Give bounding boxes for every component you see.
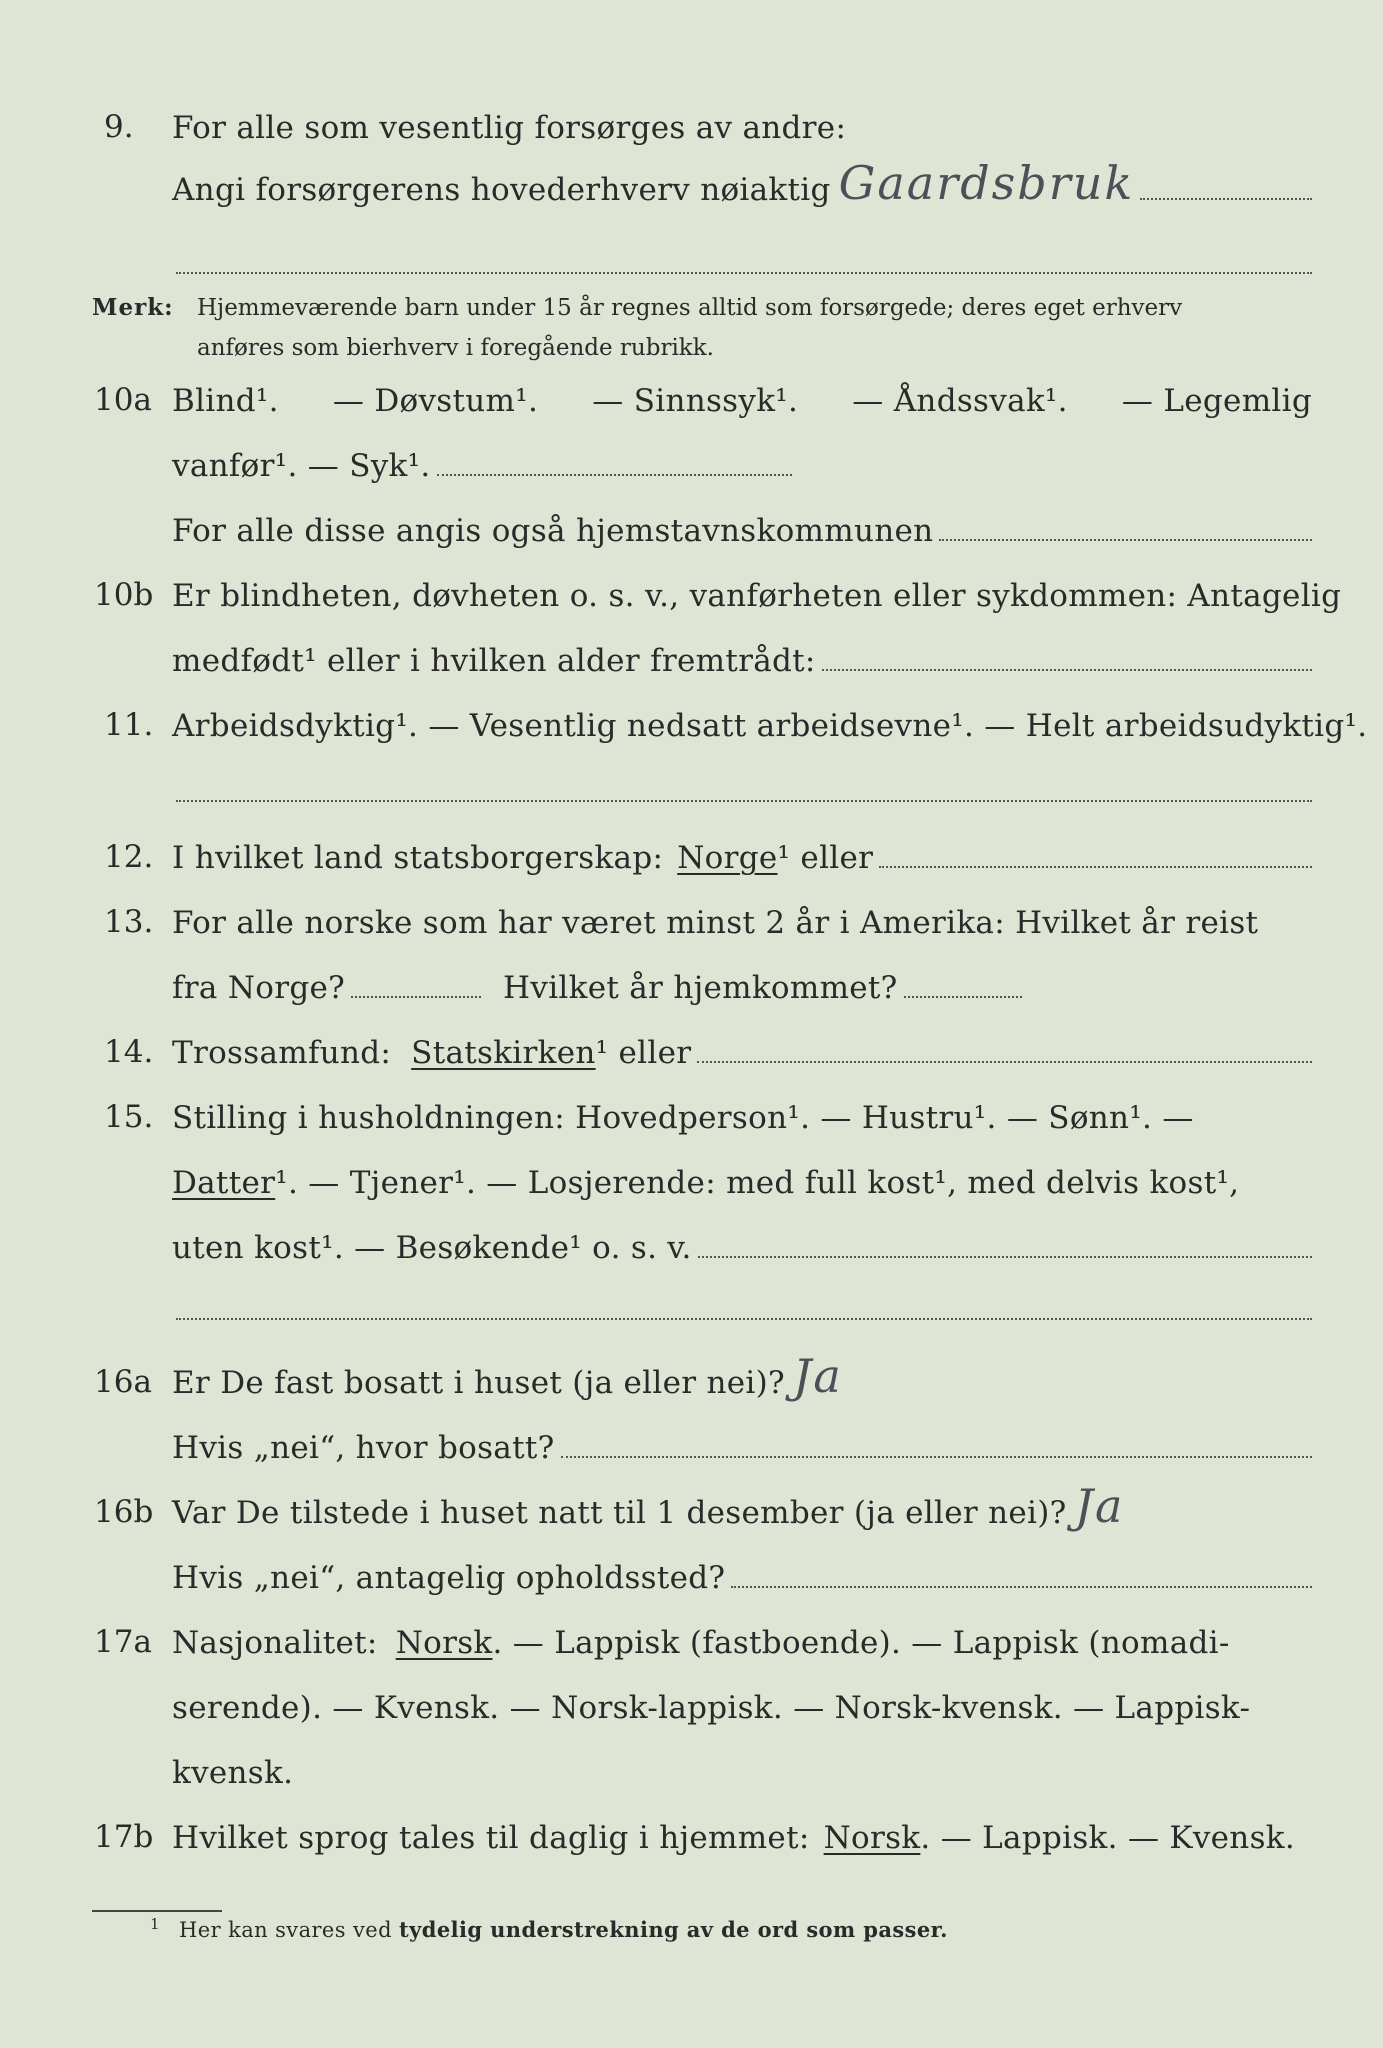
q12-norge-underlined: Norge	[677, 840, 778, 876]
q9-number: 9.	[104, 109, 134, 145]
q13-fill-line-a	[351, 996, 481, 998]
q17b-line1	[172, 1810, 1312, 1854]
q17a-norsk-underlined: Norsk	[395, 1625, 493, 1661]
q16b-text2: Hvis „nei“, antagelig opholdssted?	[172, 1560, 726, 1596]
q13-text2b: Hvilket år hjemkommet?	[503, 970, 898, 1006]
q16b-fill-line	[731, 1586, 1312, 1588]
q10a-fill-line3	[939, 539, 1312, 541]
q10a-andssvak: — Åndssvak¹.	[852, 383, 1068, 419]
q9-line1	[172, 100, 1312, 144]
q11-separator	[176, 800, 1312, 802]
q9-line2	[172, 156, 1312, 210]
q10a-line2	[172, 438, 792, 482]
q12-number: 12.	[104, 839, 154, 875]
q12-fill-line	[879, 866, 1312, 868]
q17a-line3	[172, 1745, 1312, 1789]
q14-statskirken-underlined: Statskirken	[411, 1035, 596, 1071]
merk-text1: Hjemmeværende barn under 15 år regnes alltid som forsørgede; deres eget erhverv	[197, 295, 1183, 321]
q17a-line1	[172, 1615, 1312, 1659]
q15-text2: ¹. — Tjener¹. — Losjerende: med full kost¹, med delvis kost¹,	[275, 1165, 1240, 1201]
q11-text1: Arbeidsdyktig¹. — Vesentlig nedsatt arbeidsevne¹. — Helt arbeidsudyktig¹.	[172, 708, 1368, 744]
q12-text-pre: I hvilket land statsborgerskap:	[172, 840, 664, 876]
q16a-text2: Hvis „nei“, hvor bosatt?	[172, 1430, 555, 1466]
q13-line1	[172, 895, 1312, 939]
footnote	[150, 1915, 948, 1942]
q14-text-post: ¹ eller	[595, 1035, 692, 1071]
merk-note	[92, 288, 1322, 368]
q9-handwritten-answer: Gaardsbruk	[838, 156, 1135, 210]
q10a-line3	[172, 503, 1312, 547]
q15-line3	[172, 1220, 1312, 1264]
q9-fill-line	[1140, 198, 1312, 200]
q10b-line2	[172, 633, 1312, 677]
q13-line2	[172, 960, 1022, 1004]
q16b-handwritten-answer: Ja	[1074, 1479, 1125, 1533]
q10a-line1	[172, 373, 1312, 417]
q17b-text-post: . — Lappisk. — Kvensk.	[920, 1820, 1296, 1856]
q17b-text-pre: Hvilket sprog tales til daglig i hjemmet:	[172, 1820, 810, 1856]
merk-label: Merk:	[92, 294, 174, 321]
q13-text2a: fra Norge?	[172, 970, 346, 1006]
footnote-text: Her kan svares ved	[179, 1918, 392, 1942]
q11-number: 11.	[104, 707, 154, 743]
q10b-number: 10b	[94, 577, 154, 613]
q10a-dovstum: — Døvstum¹.	[332, 383, 539, 419]
q14-number: 14.	[104, 1034, 154, 1070]
q9-text1: For alle som vesentlig forsørges av andre:	[172, 110, 847, 146]
q10b-text2: medfødt¹ eller i hvilken alder fremtrådt:	[172, 643, 816, 679]
q16a-fill-line	[561, 1456, 1312, 1458]
q16b-line1	[172, 1479, 1312, 1533]
q14-text-pre: Trossamfund:	[172, 1035, 392, 1071]
q15-text1: Stilling i husholdningen: Hovedperson¹. — Hustru¹. — Sønn¹. —	[172, 1100, 1194, 1136]
q17a-text2: serende). — Kvensk. — Norsk-lappisk. — Norsk-kvensk. — Lappisk-	[172, 1690, 1251, 1726]
q9-text2: Angi forsørgerens hovederhverv nøiaktig	[172, 172, 831, 208]
q10b-text1: Er blindheten, døvheten o. s. v., vanførheten eller sykdommen: Antagelig	[172, 578, 1342, 614]
footnote-bold-text: tydelig understrekning av de ord som passer.	[399, 1917, 948, 1942]
q11-line1	[172, 698, 1368, 744]
q16a-line2	[172, 1420, 1312, 1464]
q14-fill-line	[697, 1061, 1312, 1063]
footnote-mark: 1	[150, 1915, 160, 1933]
q10a-text3: For alle disse angis også hjemstavnskommunen	[172, 513, 934, 549]
q16a-text1: Er De fast bosatt i huset (ja eller nei)?	[172, 1365, 785, 1401]
q13-number: 13.	[104, 904, 154, 940]
q16a-line1	[172, 1349, 1312, 1403]
q17b-number: 17b	[94, 1819, 154, 1855]
q12-text-post: ¹ eller	[777, 840, 874, 876]
q17a-number: 17a	[94, 1624, 152, 1660]
q13-text1: For alle norske som har været minst 2 år i Amerika: Hvilket år reist	[172, 905, 1259, 941]
q12-line1	[172, 830, 1312, 874]
q17a-text3: kvensk.	[172, 1755, 294, 1791]
q17a-line2	[172, 1680, 1312, 1724]
q15-datter-underlined: Datter	[172, 1165, 276, 1201]
q10a-sinnssyk: — Sinnssyk¹.	[592, 383, 799, 419]
q10a-blind: Blind¹.	[172, 383, 279, 419]
q9-separator	[176, 272, 1312, 274]
q14-line1	[172, 1025, 1312, 1069]
q16b-number: 16b	[94, 1494, 154, 1530]
q16b-text1: Var De tilstede i huset natt til 1 desember (ja eller nei)?	[172, 1495, 1067, 1531]
q15-line1	[172, 1090, 1312, 1134]
q15-line2	[172, 1155, 1312, 1199]
q15-separator	[176, 1318, 1312, 1320]
merk-text2: anføres som bierhverv i foregående rubrikk.	[197, 335, 714, 361]
q17b-norsk-underlined: Norsk	[823, 1820, 921, 1856]
q16b-line2	[172, 1550, 1312, 1594]
q10a-text2: vanfør¹. — Syk¹.	[172, 448, 431, 484]
q16a-handwritten-answer: Ja	[792, 1349, 843, 1403]
q10b-fill-line	[822, 669, 1312, 671]
q10b-line1	[172, 568, 1342, 614]
q15-text3: uten kost¹. — Besøkende¹ o. s. v.	[172, 1230, 692, 1266]
q17a-text-pre: Nasjonalitet:	[172, 1625, 378, 1661]
q10a-legemlig: — Legemlig	[1121, 383, 1312, 419]
q13-fill-line-b	[904, 996, 1022, 998]
q15-fill-line	[698, 1256, 1312, 1258]
footnote-rule	[92, 1910, 222, 1912]
q17a-text-post: . — Lappisk (fastboende). — Lappisk (nomadi-	[492, 1625, 1230, 1661]
q10a-fill-line2	[437, 474, 792, 476]
q10a-number: 10a	[94, 382, 152, 418]
q15-number: 15.	[104, 1099, 154, 1135]
q16a-number: 16a	[94, 1364, 152, 1400]
